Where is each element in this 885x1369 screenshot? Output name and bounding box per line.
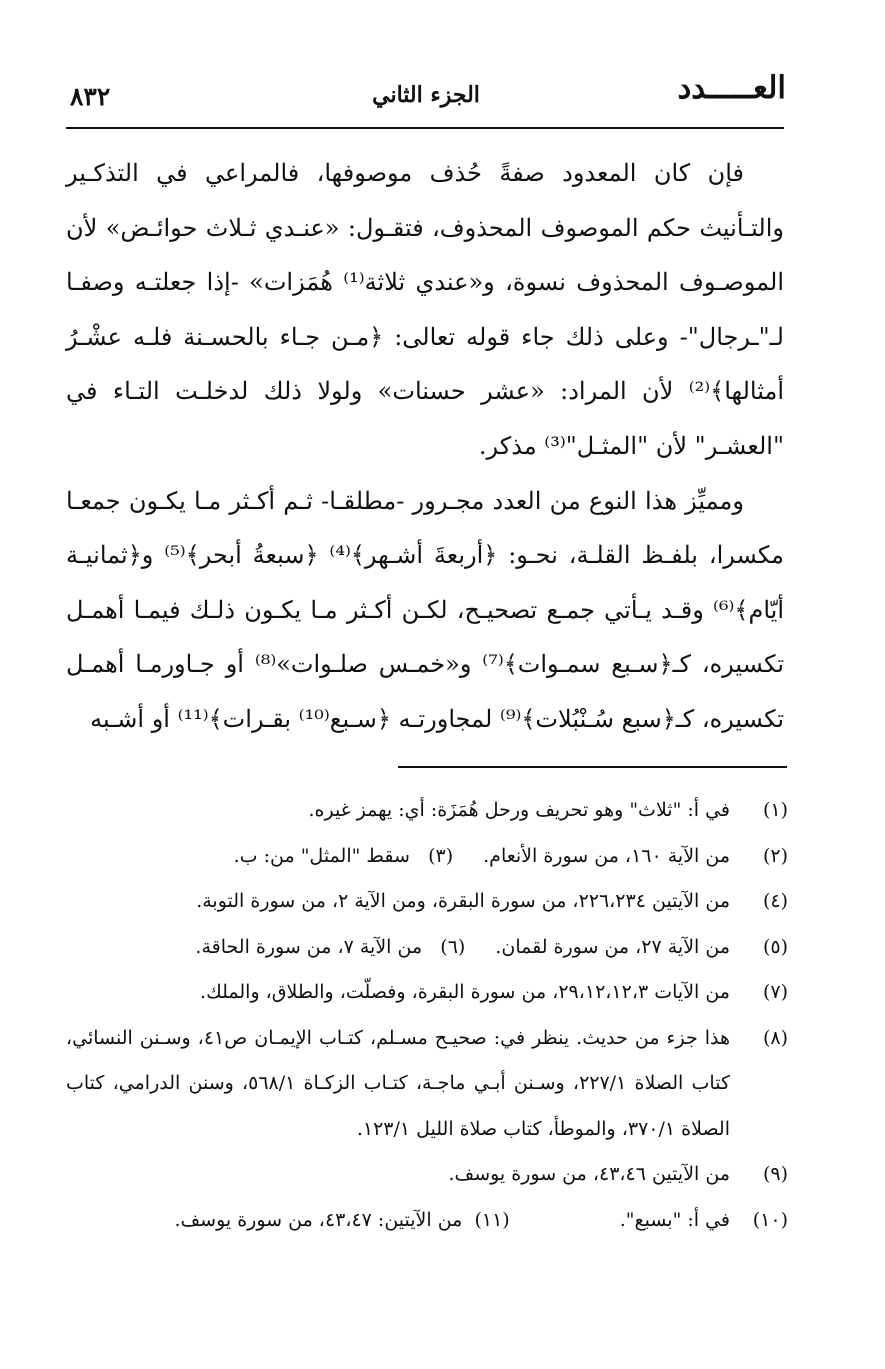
footnote-number: (٨) — [762, 1026, 788, 1049]
footnote-number: (٤) — [762, 890, 788, 912]
footnote-7 — [66, 970, 788, 1016]
footnote-text: من الآية ٧، من سورة الحاقة. — [195, 935, 423, 958]
footnote-number: (١) — [762, 799, 788, 821]
footnote-text: في أ: "بسبع". — [619, 1208, 730, 1231]
footnote-text: من الآيتين ٤٣،٤٦، من سورة يوسف. — [448, 1163, 730, 1185]
footnote-text: من الآية ١٦٠، من سورة الأنعام. — [483, 844, 730, 867]
footnote-10-11 — [66, 1198, 788, 1244]
footnote-text: هذا جزء من حديث. ينظر في: صحيـح مسـلم، كتـاب الإيمـان ص٤١، وسـنن النسائي، كتاب الصلاة ٢٢٧/١، وسـنن أبـي ماجـة، كتـاب الزكـاة ٥٦٨/١، وسنن الدرامي، كتاب الصلاة ٣٧٠/١، والموطأ، كتاب صلاة الليل ١٢٣/١. — [66, 1026, 730, 1140]
footnote-text: من الآيتين ٢٢٦،٢٣٤، من سورة البقرة، ومن الآية ٢، من سورة التوبة. — [196, 890, 730, 912]
footnote-9 — [66, 1152, 788, 1198]
footnote-number: (١٠) — [752, 1208, 788, 1231]
page-number: ٨٣٢ — [70, 82, 111, 111]
footnote-number: (٥) — [762, 935, 788, 958]
footnote-5-6 — [66, 925, 788, 971]
footnote-number: (٢) — [762, 844, 788, 867]
footnote-8 — [66, 1016, 788, 1153]
footnote-2-3 — [66, 834, 788, 880]
footnote-text: من الآيتين: ٤٣،٤٧، من سورة يوسف. — [174, 1208, 463, 1231]
header-divider — [66, 127, 784, 129]
footnote-number: (٩) — [762, 1163, 788, 1185]
footnotes — [66, 788, 788, 1243]
page-header — [66, 70, 786, 120]
footnote-number: (٦) — [440, 935, 466, 958]
footnote-divider — [398, 766, 787, 768]
footnote-1 — [66, 788, 788, 834]
footnote-number: (٣) — [428, 844, 454, 867]
chapter-title: العـــــدد — [677, 70, 786, 106]
footnote-text: في أ: "ثلاث" وهو تحريف ورحل هُمَزَة: أي: يهمز غيره. — [308, 799, 730, 821]
footnote-text: من الآية ٢٧، من سورة لقمان. — [495, 935, 730, 958]
footnote-number: (١١) — [474, 1208, 510, 1231]
footnote-4 — [66, 879, 788, 925]
paragraph: ومميِّز هذا النوع من العدد مجـرور -مطلقـا- ثـم أكـثر مـا يكـون جمعـا مكسرا، بلفـظ القلـة، نحـو: ﴿أربعةَ أشـهر﴾⁽⁴⁾ ﴿سبعةُ أبحر﴾⁽⁵⁾ و﴿ثمانيـة أيّام﴾⁽⁶⁾ وقـد يـأتي جمـع تصحيـح، لكـن أكـثر مـا يكـون ذلـك فيمـا أهمـل تكسيره، كـ﴿سـبع سمـوات﴾⁽⁷⁾ و«خمـس صلـوات»⁽⁸⁾ أو جـاورمـا أهمـل تكسيره، كـ﴿سبع سُـنْبُلات﴾⁽⁹⁾ لمجاورتـه ﴿سـبع⁽¹⁰⁾ بقـرات﴾⁽¹¹⁾ أو أشـبه — [66, 486, 785, 733]
footnote-number: (٧) — [762, 981, 788, 1003]
footnote-text: من الآيات ٢٩،١٢،١٢،٣، من سورة البقرة، وفصلّت، والطلاق، والملك. — [200, 981, 730, 1003]
main-text — [66, 146, 784, 747]
part-label: الجزء الثاني — [372, 82, 480, 108]
footnote-text: سقط "المثل" من: ب. — [233, 844, 410, 867]
paragraph: فإن كان المعدود صفةً حُذف موصوفها، فالمراعي في التذكـير والتـأنيث حكم الموصوف المحذوف، فتقـول: «عنـدي ثـلاث حوائـض» لأن الموصـوف المحذوف نسوة، و«عندي ثلاثة⁽¹⁾ هُمَزات» -إذا جعلتـه وصفـا لـ"ـرجال"- وعلى ذلك جاء قوله تعالى: ﴿مـن جـاء بالحسـنة فلـه عشْـرُ أمثالها﴾⁽²⁾ لأن المراد: «عشر حسنات» ولولا ذلك لدخلـت التـاء في "العشـر" لأن "المثـل"⁽³⁾ مذكر. — [66, 159, 784, 460]
